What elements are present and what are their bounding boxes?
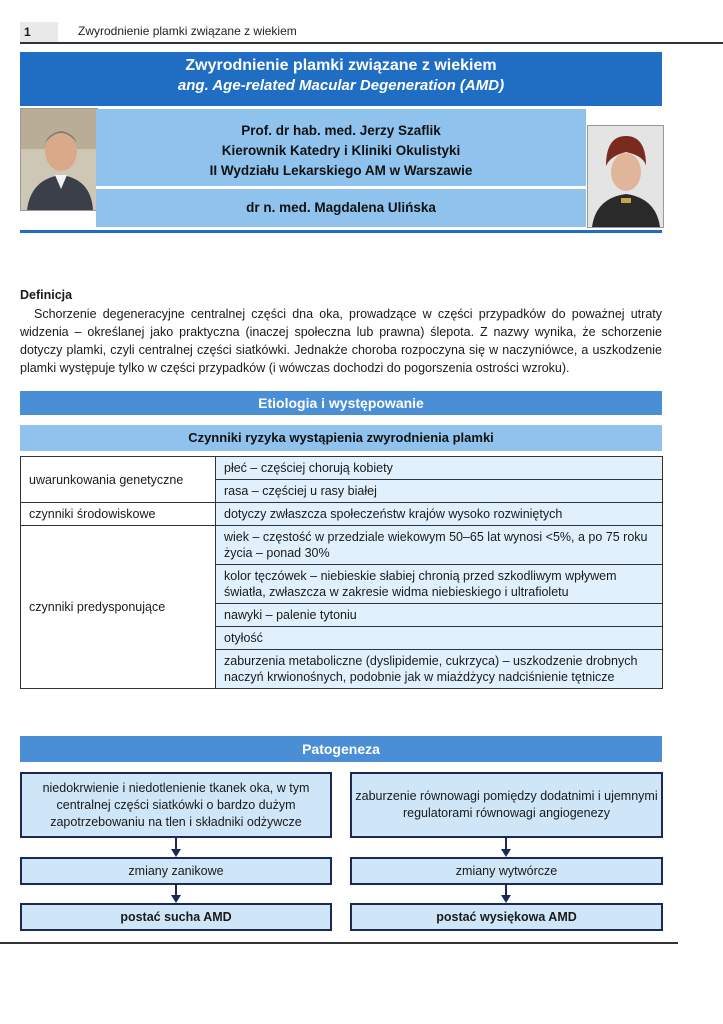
author-position: Kierownik Katedry i Kliniki Okulistyki <box>221 143 461 158</box>
table-cell: nawyki – palenie tytoniu <box>216 604 663 627</box>
author-photo-right <box>587 125 664 228</box>
right-cause-box: zaburzenie równowagi pomiędzy dodatnimi i ujemnymi regulatorami równowagi angiogenezy <box>350 772 663 838</box>
table-cell: otyłość <box>216 627 663 650</box>
arrow-down-icon <box>171 849 181 857</box>
portrait-man-image <box>21 109 97 210</box>
risk-factors-table <box>20 456 663 689</box>
arrow-down-icon <box>171 895 181 903</box>
author-affiliation-box <box>96 109 586 186</box>
table-cell: dotyczy zwłaszcza społeczeństw krajów wysoko rozwiniętych <box>216 503 663 526</box>
risk-table-title: Czynniki ryzyka wystąpienia zwyrodnienia plamki <box>20 425 662 451</box>
running-head-title: Zwyrodnienie plamki związane z wiekiem <box>78 24 297 38</box>
table-cell: rasa – częściej u rasy białej <box>216 480 663 503</box>
author-photo-left <box>20 108 98 211</box>
right-result-box: postać wysiękowa AMD <box>350 903 663 931</box>
left-result-box: postać sucha AMD <box>20 903 332 931</box>
right-change-box: zmiany wytwórcze <box>350 857 663 885</box>
table-row <box>21 503 663 526</box>
article-title: Zwyrodnienie plamki związane z wiekiem <box>185 57 497 74</box>
etiology-band: Etiologia i występowanie <box>20 391 662 415</box>
arrow-down-icon <box>501 849 511 857</box>
author-name-1: Prof. dr hab. med. Jerzy Szaflik <box>241 123 441 138</box>
group-label: czynniki środowiskowe <box>21 503 216 526</box>
running-head-rule <box>20 42 723 44</box>
footer-rule <box>0 942 678 944</box>
article-subtitle: ang. Age-related Macular Degeneration (AMD) <box>177 77 505 94</box>
definition-text: Schorzenie degeneracyjne centralnej części dna oka, prowadzące w części przypadków do poważnej utraty widzenia – określanej jako praktyczna (inaczej społeczna lub prawna) ślepota. Z nazwy wynika, że schorzenie dotyczy plamki, czyli centralnej części siatkówki. Jednakże choroba rozpoczyna się w naczyniówce, a uszkodzenie plamki występuje tylko w części przypadków (i wówczas dochodzi do pogorszenia ostrości wzroku). <box>20 307 662 375</box>
table-cell: płeć – częściej chorują kobiety <box>216 457 663 480</box>
page-number: 1 <box>20 22 58 42</box>
left-change-box: zmiany zanikowe <box>20 857 332 885</box>
author-institution: II Wydziału Lekarskiego AM w Warszawie <box>209 163 473 178</box>
left-cause-box: niedokrwienie i niedotlenienie tkanek oka, w tym centralnej części siatkówki o bardzo dużym zapotrzebowaniu na tlen i składniki odżywcze <box>20 772 332 838</box>
group-label: czynniki predysponujące <box>21 526 216 689</box>
header-rule <box>20 230 662 233</box>
table-row <box>21 457 663 480</box>
definition-paragraph <box>20 305 662 377</box>
group-label: uwarunkowania genetyczne <box>21 457 216 503</box>
table-cell: wiek – częstość w przedziale wiekowym 50–65 lat wynosi <5%, a po 75 roku życia – ponad 30% <box>216 526 663 565</box>
table-cell: zaburzenia metaboliczne (dyslipidemie, cukrzyca) – uszkodzenie drobnych naczyń krwionośnych, podobnie jak w miażdżycy nadciśnienie tętnicze <box>216 650 663 689</box>
definition-heading: Definicja <box>20 288 73 302</box>
author-name-2: dr n. med. Magdalena Ulińska <box>96 189 586 227</box>
arrow-down-icon <box>501 895 511 903</box>
table-row <box>21 526 663 565</box>
title-banner <box>20 52 662 106</box>
pathogenesis-band: Patogeneza <box>20 736 662 762</box>
table-cell: kolor tęczówek – niebieskie słabiej chronią przed szkodliwym wpływem światła, zwłaszcza w zakresie widma niebieskiego i ultrafioletu <box>216 565 663 604</box>
portrait-woman-image <box>588 126 663 227</box>
